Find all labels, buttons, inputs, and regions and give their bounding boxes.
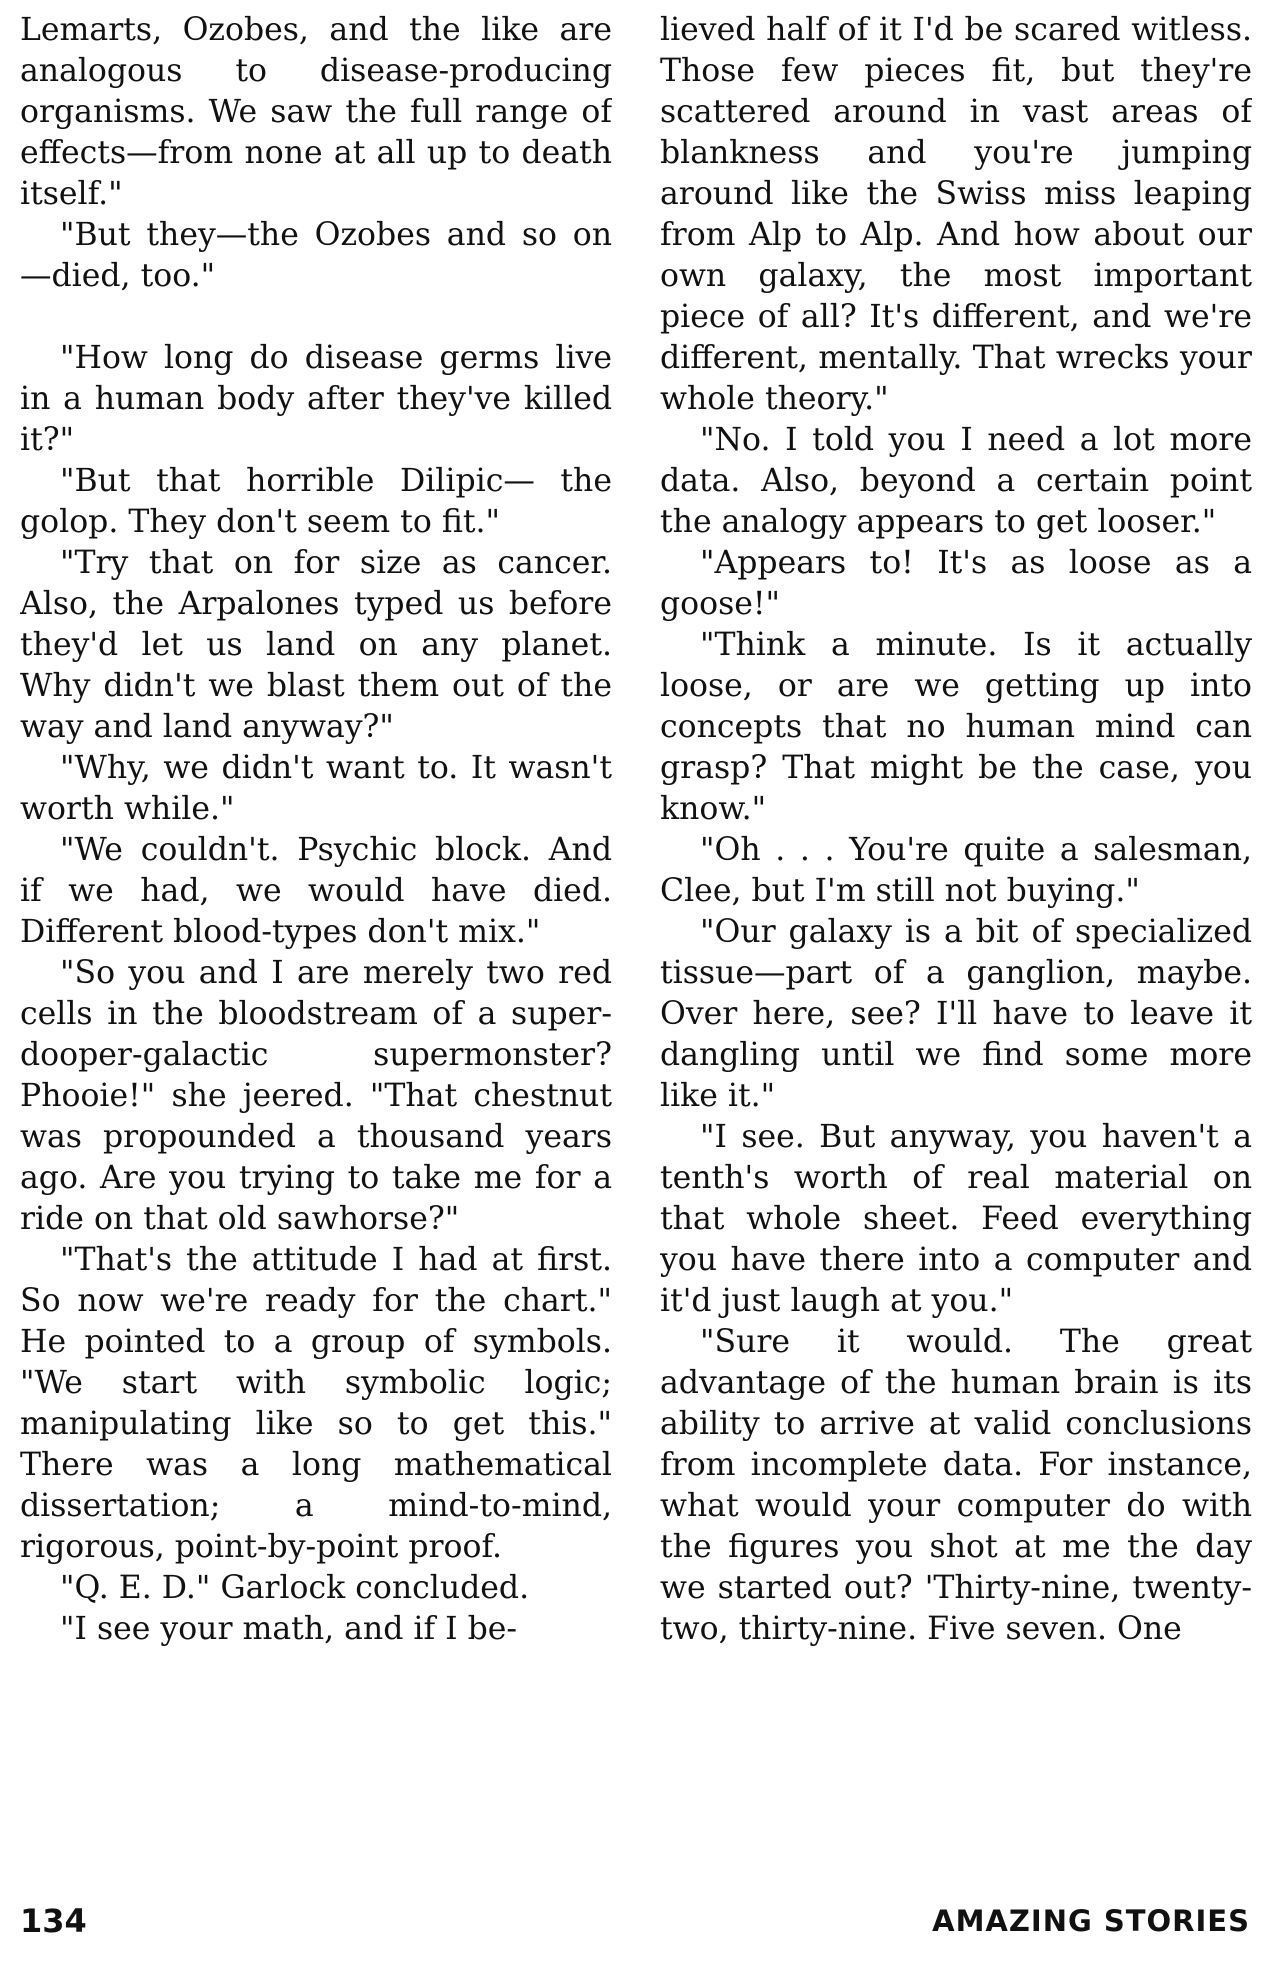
running-footer: AMAZING STORIES: [932, 1904, 1250, 1938]
paragraph: "So you and I are merely two red cells in the bloodstream of a super-dooper-galactic supermonster? Phooie!" she jeered. "That chestnut was propounded a thousand years ago. Are you trying to take me for a ride on that old sawhorse?": [20, 955, 612, 1237]
paragraph: "No. I told you I need a lot more data. Also, beyond a certain point the analogy appears to get looser.": [660, 422, 1252, 540]
paragraph: "How long do disease germs live in a human body after they've killed it?": [20, 340, 612, 458]
paragraph: "Appears to! It's as loose as a goose!": [660, 545, 1252, 622]
paragraph: "But they—the Ozobes and so on—died, too.": [20, 217, 612, 294]
paragraph: Lemarts, Ozobes, and the like are analogous to disease-producing organisms. We saw the full range of effects—from none at all up to death itself.": [20, 12, 612, 212]
left-column: [20, 10, 612, 1870]
paragraph: lieved half of it I'd be scared witless. Those few pieces fit, but they're scattered around in vast areas of blankness and you're jumping around like the Swiss miss leaping from Alp to Alp. And how about our own galaxy, the most important piece of all? It's different, and we're different, mentally. That wrecks your whole theory.": [660, 12, 1252, 417]
paragraph: "But that horrible Dilipic— the golop. They don't seem to fit.": [20, 463, 612, 540]
paragraph: "Q. E. D." Garlock concluded.: [60, 1570, 530, 1606]
page-number: 134: [20, 1902, 87, 1940]
paragraph: "Think a minute. Is it actually loose, or are we getting up into concepts that no human mind can grasp? That might be the case, you know.": [660, 627, 1252, 827]
paragraph: "That's the attitude I had at first. So now we're ready for the chart." He pointed to a group of symbols. "We start with symbolic logic; manipulating like so to get this." There was a long mathematical dissertation; a mind-to-mind, rigorous, point-by-point proof.: [20, 1242, 612, 1565]
paragraph: "Sure it would. The great advantage of the human brain is its ability to arrive at valid conclusions from incomplete data. For instance, what would your computer do with the figures you shot at me the day we started out? 'Thirty-nine, twenty-two, thirty-nine. Five seven. One: [660, 1324, 1252, 1647]
paragraph: "I see your math, and if I be-: [60, 1611, 518, 1647]
paragraph: "Oh . . . You're quite a salesman, Clee, but I'm still not buying.": [660, 832, 1252, 909]
right-column: [660, 10, 1252, 1870]
page-footer: [20, 1902, 1250, 1952]
paragraph: "Our galaxy is a bit of specialized tissue—part of a ganglion, maybe. Over here, see? I'll have to leave it dangling until we find some more like it.": [660, 914, 1252, 1114]
paragraph: "Try that on for size as cancer. Also, the Arpalones typed us before they'd let us land on any planet. Why didn't we blast them out of the way and land anyway?": [20, 545, 612, 745]
paragraph: "I see. But anyway, you haven't a tenth's worth of real material on that whole sheet. Feed everything you have there into a computer and it'd just laugh at you.": [660, 1119, 1252, 1319]
paragraph: "We couldn't. Psychic block. And if we had, we would have died. Different blood-types don't mix.": [20, 832, 612, 950]
paragraph: "Why, we didn't want to. It wasn't worth while.": [20, 750, 612, 827]
